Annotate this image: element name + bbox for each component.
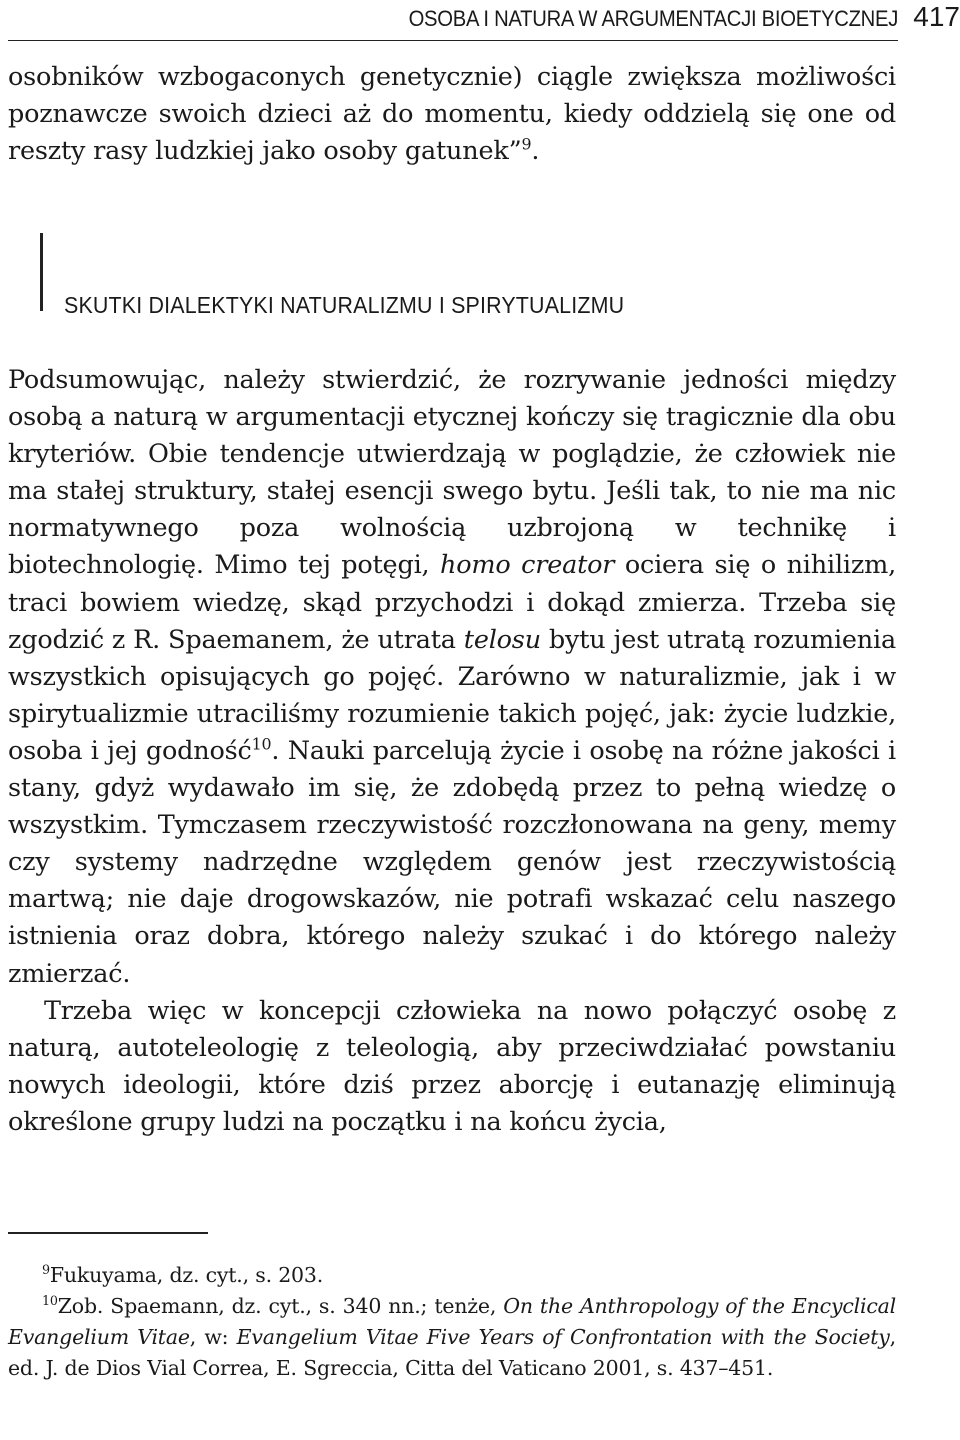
p1-italic-telosu: telosu <box>463 624 541 655</box>
section-marker <box>40 233 43 311</box>
footnote-rule <box>8 1232 208 1234</box>
footnote-9 <box>8 1260 896 1291</box>
footnote-ref-9[interactable]: 9 <box>521 134 532 154</box>
main-text <box>8 362 896 1141</box>
footnote-9-text: Fukuyama, dz. cyt., s. 203. <box>49 1263 324 1287</box>
footnote-ref-10[interactable]: 10 <box>251 734 272 754</box>
intro-text: osobników wzbogaconych genetycznie) ciągle zwiększa możliwości poznawcze swoich dzieci aż do momentu, kiedy oddzielą się one od reszty rasy ludzkiej jako osoby gatunek” <box>8 62 896 167</box>
paragraph-2: Trzeba więc w koncepcji człowieka na nowo połączyć osobę z naturą, autoteleologię z teleologią, aby przeciwdziałać powstaniu nowych ideologii, które dziś przez aborcję i eutanazję eliminują określone grupy ludzi na początku i na końcu życia, <box>8 995 896 1137</box>
intro-paragraph <box>8 59 896 170</box>
section-heading: SKUTKI DIALEKTYKI NATURALIZMU I SPIRYTUALIZMU <box>64 292 625 318</box>
intro-trailing: . <box>531 136 540 167</box>
page-number: 417 <box>913 1 960 32</box>
paragraph-1 <box>8 362 896 993</box>
fn10-part1: Zob. Spaemann, dz. cyt., s. 340 nn.; tenże, <box>57 1294 504 1318</box>
p1-part3: bytu jest utratą rozumienia wszystkich opisujących go pojęć. Zarówno w naturalizmie, jak i w spirytualizmie utraciliśmy rozumienie takich pojęć, jak: życie ludzkie, osoba i jej godność <box>8 624 896 766</box>
p1-part2: ociera się o nihilizm, traci bowiem wiedzę, skąd przychodzi i dokąd zmierza. Trzeba się zgodzić z R. Spaemanem, że utrata <box>8 550 896 655</box>
fn10-part2: , w: <box>189 1325 237 1349</box>
footnotes <box>8 1260 896 1384</box>
p1-part4: . Nauki parcelują życie i osobę na różne jakości i stany, gdyż wydawało im się, że zdobędą przez to pełną wiedzę o wszystkim. Tymczasem rzeczywistość rozczłonowana na geny, memy czy systemy nadrzędne względem genów jest rzeczywistością martwą; nie daje drogowskazów, nie potrafi wskazać celu naszego istnienia oraz dobra, którego należy szukać i do którego należy zmierzać. <box>8 735 896 989</box>
fn10-italic-title2: Evangelium Vitae Five Years of Confrontation with the Society <box>236 1325 890 1349</box>
footnote-9-number: 9 <box>42 1262 50 1278</box>
p1-italic-homo-creator: homo creator <box>440 550 615 581</box>
footnote-10 <box>8 1291 896 1384</box>
fn10-part3: , ed. J. de Dios Vial Correa, E. Sgreccia, Citta del Vaticano 2001, s. 437–451. <box>8 1325 896 1380</box>
running-head-title: OSOBA I NATURA W ARGUMENTACJI BIOETYCZNEJ <box>408 6 898 31</box>
fn10-italic-title1: On the Anthropology of the Encyclical Evangelium Vitae <box>8 1294 896 1349</box>
p1-part1: Podsumowując, należy stwierdzić, że rozrywanie jedności między osobą a naturą w argumentacji etycznej kończy się tragicznie dla obu kryteriów. Obie tendencje utwierdzają w poglądzie, że człowiek nie ma stałej struktury, stałej esencji swego bytu. Jeśli tak, to nie ma nic normatywnego poza wolnością uzbrojoną w technikę i biotechnologię. Mimo tej potęgi, <box>8 365 896 581</box>
footnote-10-number: 10 <box>42 1293 58 1309</box>
